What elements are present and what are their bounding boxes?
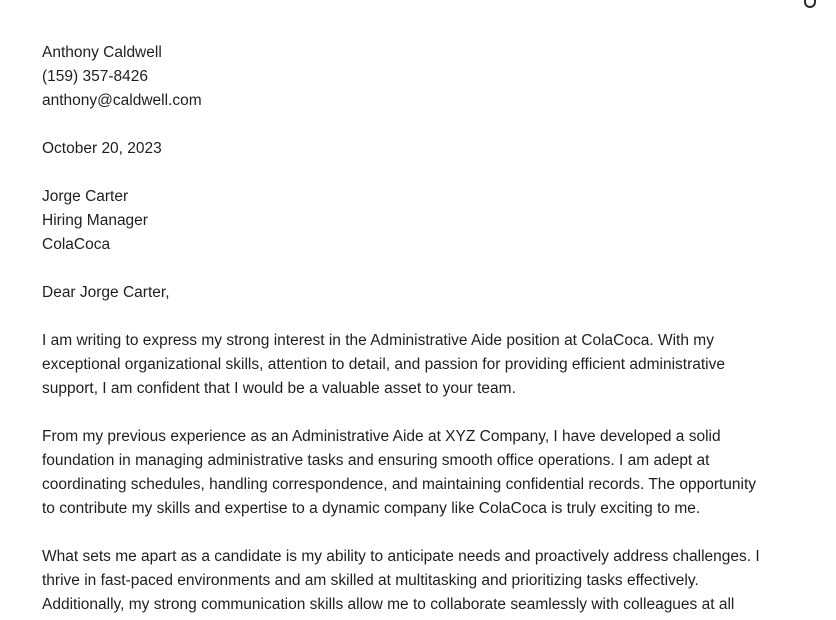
paragraph-line: to contribute my skills and expertise to a dynamic company like ColaCoca is truly exciting to me. <box>42 500 701 517</box>
cover-letter <box>42 41 802 620</box>
body-paragraph-2 <box>42 425 802 521</box>
paragraph-line: thrive in fast-paced environments and am skilled at multitasking and prioritizing tasks effectively. <box>42 572 699 589</box>
paragraph-line: Additionally, my strong communication skills allow me to collaborate seamlessly with colleagues at all <box>42 596 735 613</box>
paragraph-line: coordinating schedules, handling correspondence, and maintaining confidential records. The opportunity <box>42 476 757 493</box>
paragraph-line: exceptional organizational skills, attention to detail, and passion for providing efficient administrative <box>42 356 725 373</box>
salutation-block <box>42 281 802 305</box>
recipient-block <box>42 185 802 257</box>
recipient-title: Hiring Manager <box>42 212 148 229</box>
corner-mark-icon <box>804 0 816 8</box>
body-paragraph-3 <box>42 545 802 617</box>
body-paragraph-1 <box>42 329 802 401</box>
sender-name: Anthony Caldwell <box>42 44 162 61</box>
paragraph-line: foundation in managing administrative tasks and ensuring smooth office operations. I am adept at <box>42 452 710 469</box>
paragraph-line: I am writing to express my strong interest in the Administrative Aide position at ColaCoca. With my <box>42 332 714 349</box>
recipient-name: Jorge Carter <box>42 188 129 205</box>
paragraph-line: What sets me apart as a candidate is my ability to anticipate needs and proactively address challenges. I <box>42 548 760 565</box>
letter-date: October 20, 2023 <box>42 140 162 157</box>
salutation: Dear Jorge Carter, <box>42 284 170 301</box>
sender-email: anthony@caldwell.com <box>42 92 202 109</box>
date-block <box>42 137 802 161</box>
paragraph-line: support, I am confident that I would be a valuable asset to your team. <box>42 380 516 397</box>
sender-phone: (159) 357-8426 <box>42 68 148 85</box>
sender-block <box>42 41 802 113</box>
recipient-company: ColaCoca <box>42 236 111 253</box>
paragraph-line: From my previous experience as an Administrative Aide at XYZ Company, I have developed a solid <box>42 428 721 445</box>
